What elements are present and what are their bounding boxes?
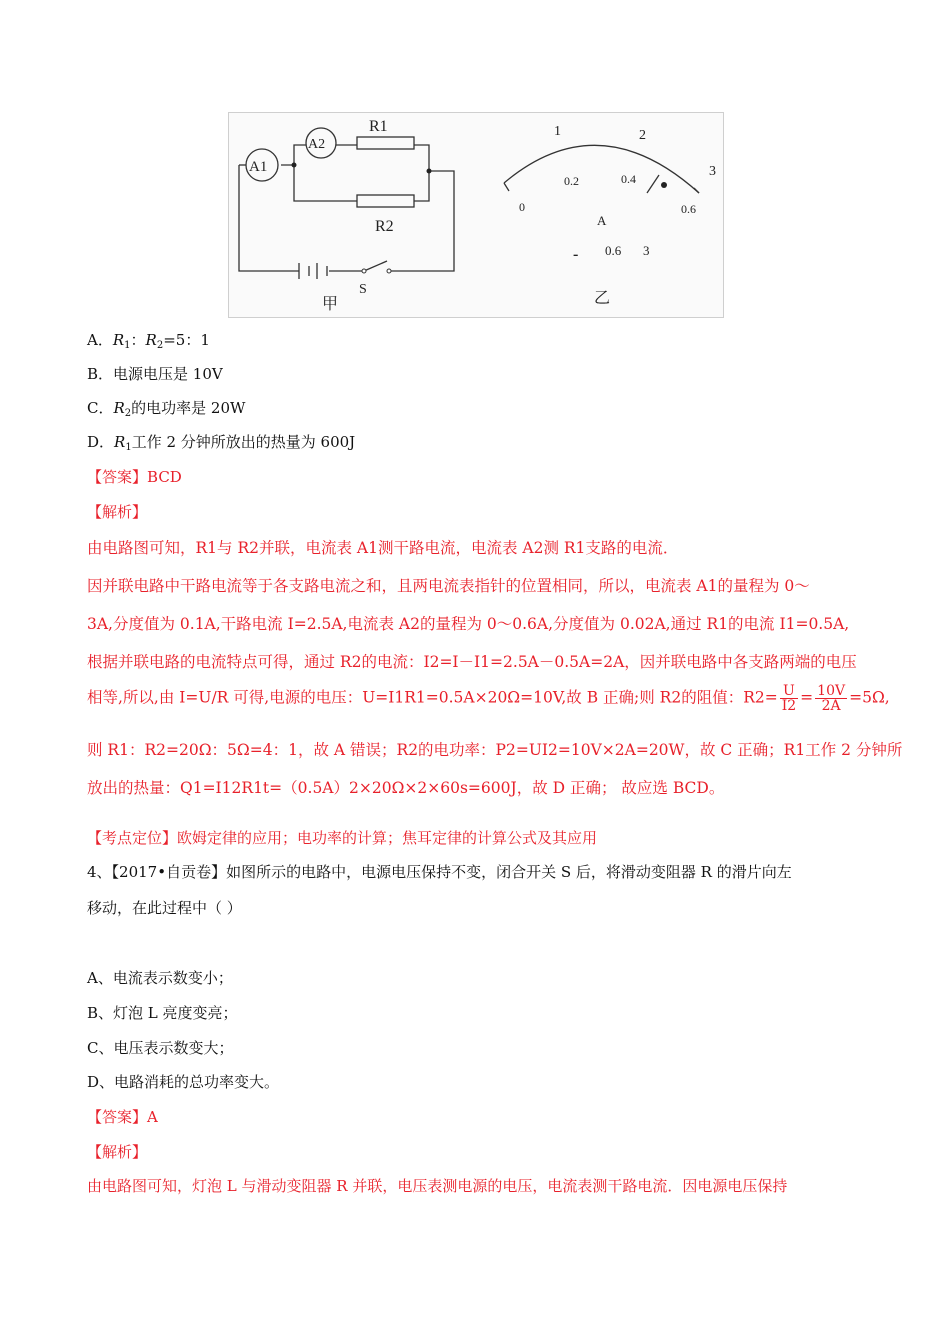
switch-label: S [359,282,367,297]
q3-answer: 【答案】BCD [87,468,182,486]
q4-stem-line-2: 移动，在此过程中（ ） [87,899,242,917]
terminal-3: 3 [643,243,650,258]
gauge-big-tick-2: 2 [639,128,646,143]
q4-analysis-label: 【解析】 [87,1143,148,1161]
q4-option-b: B、灯泡 L 亮度变亮； [87,1004,238,1022]
q4-analysis-line-1: 由电路图可知，灯泡 L 与滑动变阻器 R 并联，电压表测电源的电压，电流表测干路电流．因电源电压保持 [87,1177,788,1195]
gauge-tick-2: 0.4 [621,172,636,186]
gauge-tick-3: 0.6 [681,202,696,216]
q3-analysis-label: 【解析】 [87,503,148,521]
option-b: B．电源电压是 10V [87,365,223,383]
left-caption: 甲 [322,296,339,313]
circuit-figure [228,112,724,318]
a1-label: A1 [249,159,268,175]
gauge-big-tick-1: 1 [554,124,561,139]
terminal-minus: - [573,246,579,263]
option-a: A．$R_1$：$R_2=5$：1 [87,331,210,351]
gauge-big-tick-3: 3 [709,164,716,179]
fraction-u-i2: $\frac{U}{I2}$ [781,683,797,714]
r2-label: R2 [375,218,394,235]
option-d: D．$R_1$工作 2 分钟所放出的热量为 600J [87,433,356,453]
terminal-06: 0.6 [605,243,622,258]
analysis-line-4: 根据并联电路的电流特点可得，通过 R2的电流：I2=I－I1=2.5A－0.5A=2A，因并联电路中各支路两端的电压 [87,653,857,671]
a2-label: A2 [308,137,326,152]
circuit-diagram [229,113,723,317]
q4-option-a: A、电流表示数变小； [87,969,233,987]
q4-answer: 【答案】A [87,1108,158,1126]
gauge-unit: A [597,213,607,228]
q4-option-d: D、电路消耗的总功率变大。 [87,1073,280,1091]
analysis-line-5: 相等,所以,由 I=U/R 可得,电源的电压：U=I1R1=0.5A×20Ω=10V,故 B 正确;则 R2的阻值：R2= $\frac{U}{I2}$ = $\frac{10V}{2A}$ =5Ω, [87,683,890,714]
gauge-tick-0: 0 [519,200,525,214]
knowledge-point: 【考点定位】欧姆定律的应用；电功率的计算；焦耳定律的计算公式及其应用 [87,829,598,847]
analysis-line-3: 3A,分度值为 0.1A,干路电流 I=2.5A,电流表 A2的量程为 0～0.6A,分度值为 0.02A,通过 R1的电流 I1=0.5A, [87,615,850,633]
q4-option-c: C、电压表示数变大； [87,1039,234,1057]
analysis-line-6: 则 R1：R2=20Ω：5Ω=4：1，故 A 错误；R2的电功率：P2=UI2=10V×2A=20W，故 C 正确；R1工作 2 分钟所 [87,741,903,759]
analysis-line-7: 放出的热量：Q1=I12R1t=（0.5A）2×20Ω×2×60s=600J，故 D 正确； 故应选 BCD。 [87,779,725,797]
option-c: C．$R_2$的电功率是 20W [87,399,246,419]
analysis-line-1: 由电路图可知，R1与 R2并联，电流表 A1测干路电流，电流表 A2测 R1支路的电流． [87,539,679,557]
right-caption: 乙 [594,290,611,307]
gauge-tick-1: 0.2 [564,174,579,188]
q4-stem-line-1: 4、【2017•自贡卷】如图所示的电路中，电源电压保持不变，闭合开关 S 后，将滑动变阻器 R 的滑片向左 [87,863,792,881]
fraction-values: $\frac{10V}{2A}$ [817,683,846,714]
analysis-line-2: 因并联电路中干路电流等于各支路电流之和，且两电流表指针的位置相同，所以，电流表 A1的量程为 0～ [87,577,810,595]
r1-label: R1 [369,118,388,135]
